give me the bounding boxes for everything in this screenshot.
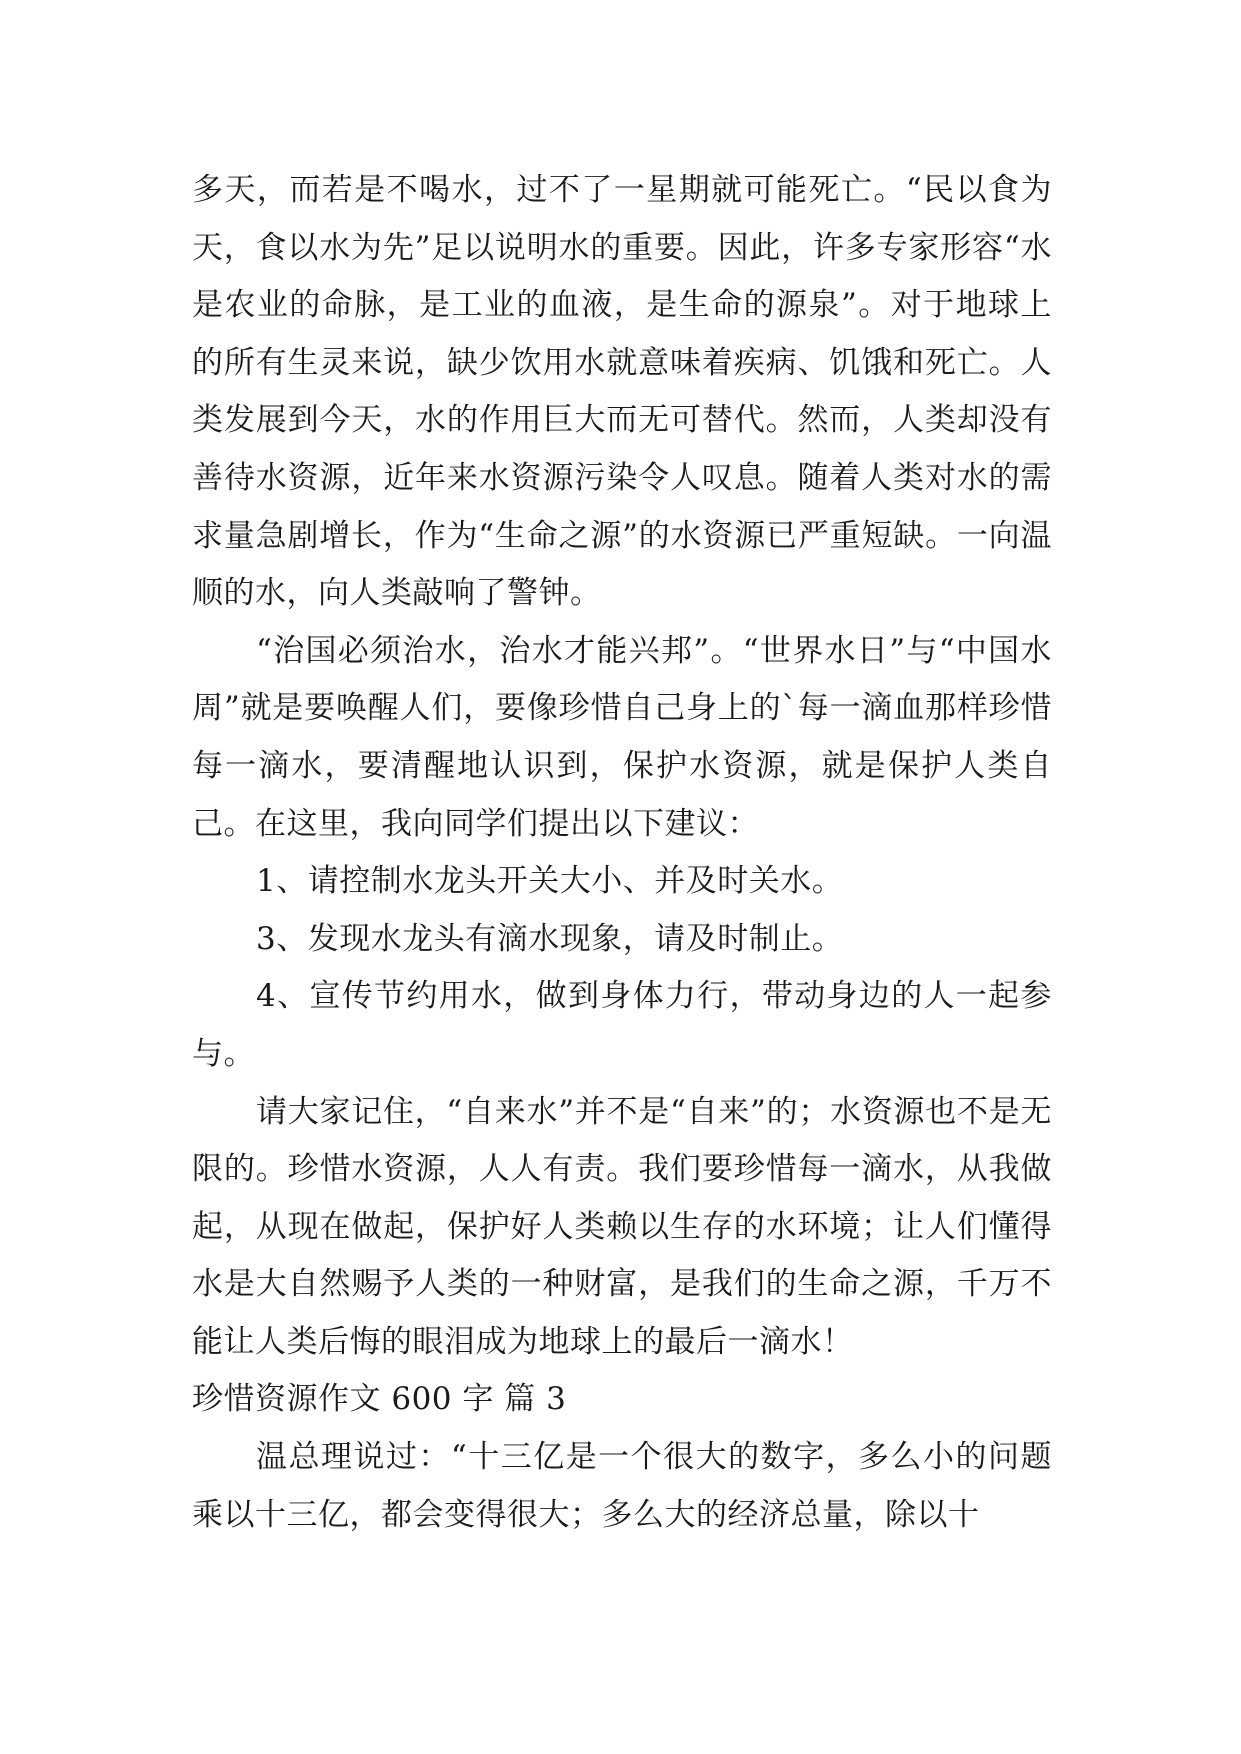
section-heading: 珍惜资源作文 600 字 篇 3 — [192, 1381, 567, 1418]
suggestion-item-4: 4、宣传节约用水，做到身体力行，带动身边的人一起参与。 — [192, 978, 1052, 1072]
document-body — [192, 162, 1052, 1544]
paragraph-2: “治国必须治水，治水才能兴邦”。“世界水日”与“中国水周”就是要唤醒人们，要像珍惜自己身上的`每一滴血那样珍惜每一滴水，要清醒地认识到，保护水资源，就是保护人类自己。在这里，我向同学们提出以下建议： — [192, 632, 1052, 842]
paragraph-section-3-start: 温总理说过：“十三亿是一个很大的数字，多么小的问题乘以十三亿，都会变得很大；多么大的经济总量，除以十 — [192, 1439, 1052, 1533]
paragraph-closing: 请大家记住，“自来水”并不是“自来”的；水资源也不是无限的。珍惜水资源，人人有责。我们要珍惜每一滴水，从我做起，从现在做起，保护好人类赖以生存的水环境；让人们懂得水是大自然赐予人类的一种财富，是我们的生命之源，千万不能让人类后悔的眼泪成为地球上的最后一滴水！ — [192, 1093, 1052, 1360]
suggestion-item-1: 1、请控制水龙头开关大小、并及时关水。 — [256, 863, 844, 900]
suggestion-item-3: 3、发现水龙头有滴水现象，请及时制止。 — [256, 920, 844, 957]
paragraph-1: 多天，而若是不喝水，过不了一星期就可能死亡。“民以食为天，食以水为先”足以说明水的重要。因此，许多专家形容“水是农业的命脉，是工业的血液，是生命的源泉”。对于地球上的所有生灵来说，缺少饮用水就意味着疾病、饥饿和死亡。人类发展到今天，水的作用巨大而无可替代。然而，人类却没有善待水资源，近年来水资源污染令人叹息。随着人类对水的需求量急剧增长，作为“生命之源”的水资源已严重短缺。一向温顺的水，向人类敲响了警钟。 — [192, 172, 1052, 612]
